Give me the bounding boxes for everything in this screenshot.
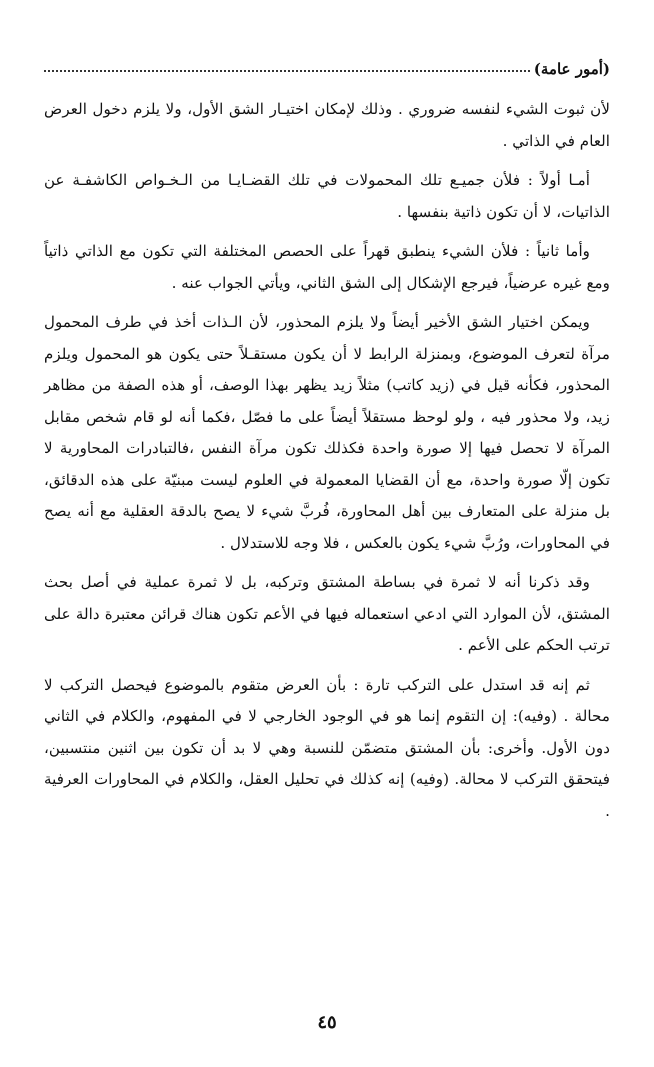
paragraph-3: وأما ثانياً : فلأن الشيء ينطبق قهراً على الحصص المختلفة التي تكون مع الذاتي ذاتياً ومع غيره عرضياً، فيرجع الإشكال إلى الشق الثاني، ويأتي الجواب عنه . xyxy=(44,242,610,292)
header-dotted-leader xyxy=(44,69,530,72)
body-text xyxy=(44,94,610,835)
paragraph-4: ويمكن اختيار الشق الأخير أيضاً ولا يلزم المحذور، لأن الـذات أخذ في طرف المحمول مرآة لتعرف الموضوع، وبمنزلة الرابط لا أن يكون مستقـلاً حتى يكون هو المحمول ويلزم المحذور، فكأنه قيل في (زيد كاتب) مثلاً زيد يظهر بهذا الوصف، أو هذه الصفة من مظاهر زيد، ولا محذور فيه ، ولو لوحظ مستقلاً أيضاً على ما فصّل ،فكما أنه لو قام شخص مقابل المرآة لا تحصل فيها إلا صورة واحدة فكذلك تكون مرآة النفس ،فالتبادرات المحاورية لا تكون إلّا صورة واحدة، مع أن القضايا المعمولة في العلوم ليست مبنيّة على هذه الدقائق، بل منزلة على المتعارف بين أهل المحاورة، فُربَّ شيء لا يصح بالدقة العقلية مع أنه يصح في المحاورات، ورُبَّ شيء يكون بالعكس ، فلا وجه للاستدلال . xyxy=(44,313,610,552)
paragraph-6: ثم إنه قد استدل على التركب تارة : بأن العرض متقوم بالموضوع فيحصل التركب لا محالة . (وفيه): إن التقوم إنما هو في الوجود الخارجي لا في المفهوم، والكلام في الثاني دون الأول. وأخرى: بأن المشتق متضمّن للنسبة وهي لا بد أن تكون بين اثنين منتسبين، فيتحقق التركب لا محالة. (وفيه) إنه كذلك في تحليل العقل، والكلام في المحاورات العرفية . xyxy=(44,675,610,820)
paragraph-5: وقد ذكرنا أنه لا ثمرة في بساطة المشتق وتركبه، بل لا ثمرة عملية في أصل بحث المشتق، لأن الموارد التي ادعي استعماله فيها في الأعم تكون هناك قرائن معتبرة دالة على ترتب الحكم على الأعم . xyxy=(44,573,610,654)
chapter-title: (أمور عامة) xyxy=(533,60,610,78)
running-header xyxy=(44,48,610,78)
page-number: ٤٥ xyxy=(317,1012,337,1033)
paragraph-2: أمـا أولاً : فلأن جميـع تلك المحمولات في تلك القضـايـا من الـخـواص الكاشفـة عن الذاتيات، لا أن تكون ذاتية بنفسها . xyxy=(44,171,610,221)
paragraph-1: لأن ثبوت الشيء لنفسه ضروري . وذلك لإمكان اختيـار الشق الأول، ولا يلزم دخول العرض العام في الذاتي . xyxy=(44,100,610,150)
